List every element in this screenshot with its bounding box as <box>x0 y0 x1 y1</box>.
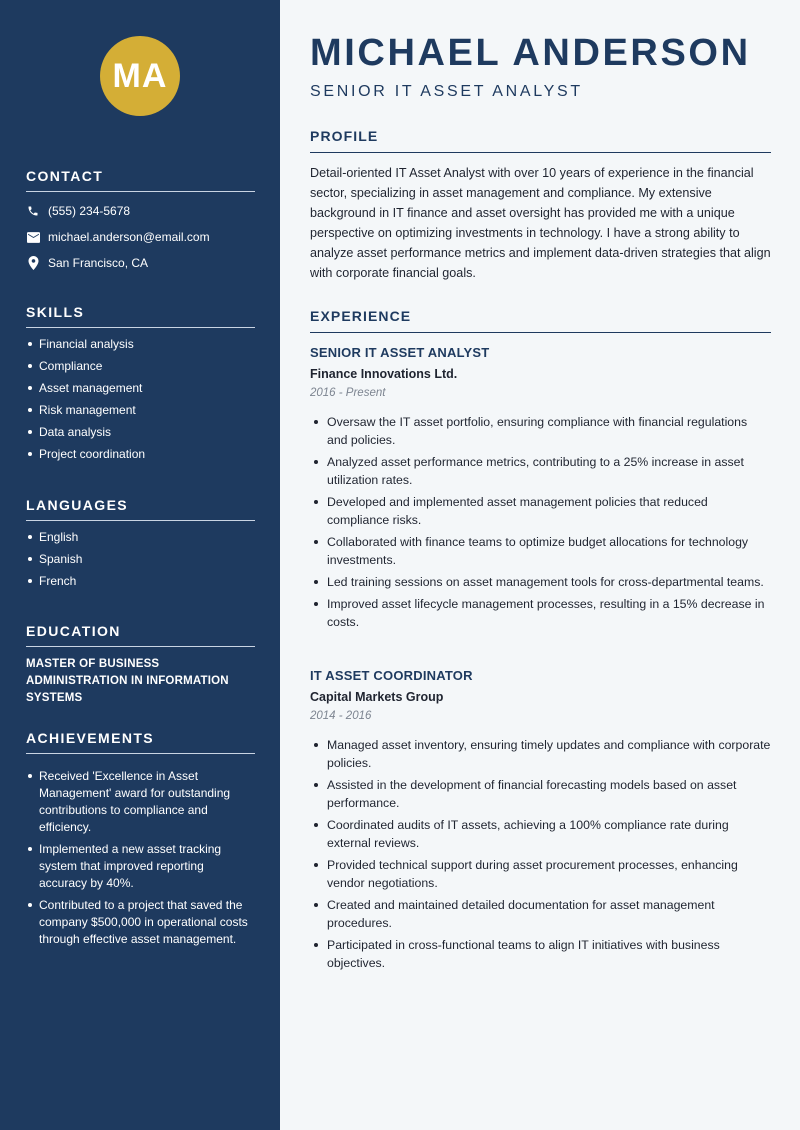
language-item: Spanish <box>26 551 255 567</box>
job-entry <box>310 668 771 976</box>
achievement-item: Contributed to a project that saved the company $500,000 in operational costs through effective asset management. <box>26 897 255 948</box>
job-bullets <box>310 736 771 972</box>
job-bullet: Participated in cross-functional teams to align IT initiatives with business objectives. <box>310 936 771 972</box>
skill-item: Asset management <box>26 380 255 396</box>
job-bullets <box>310 413 771 631</box>
job-title: SENIOR IT ASSET ANALYST <box>310 345 490 360</box>
contact-phone <box>26 198 255 224</box>
phone-icon <box>26 204 40 218</box>
job-dates: 2016 - Present <box>310 387 386 399</box>
sidebar <box>0 0 280 1130</box>
job-bullet: Oversaw the IT asset portfolio, ensuring compliance with financial regulations and policies. <box>310 413 771 449</box>
profile-heading: PROFILE <box>310 128 771 153</box>
job-bullet: Developed and implemented asset management policies that reduced compliance risks. <box>310 493 771 529</box>
education-heading: EDUCATION <box>26 623 255 647</box>
job-title: IT ASSET COORDINATOR <box>310 668 473 683</box>
job-entry <box>310 345 771 635</box>
job-bullet: Analyzed asset performance metrics, contributing to a 25% increase in asset utilization rates. <box>310 453 771 489</box>
education-section <box>26 623 255 707</box>
phone-text: (555) 234-5678 <box>48 204 131 218</box>
skill-item: Data analysis <box>26 424 255 440</box>
language-item: French <box>26 573 255 589</box>
email-icon <box>26 230 40 244</box>
achievement-item: Implemented a new asset tracking system that improved reporting accuracy by 40%. <box>26 841 255 892</box>
candidate-name: MICHAEL ANDERSON <box>310 32 751 74</box>
languages-list <box>26 529 255 589</box>
location-pin-icon <box>26 256 40 270</box>
experience-heading: EXPERIENCE <box>310 308 771 333</box>
job-company: Capital Markets Group <box>310 690 444 704</box>
skill-item: Compliance <box>26 358 255 374</box>
contact-heading: CONTACT <box>26 168 255 192</box>
language-item: English <box>26 529 255 545</box>
job-bullet: Managed asset inventory, ensuring timely updates and compliance with corporate policies. <box>310 736 771 772</box>
avatar: MA <box>100 36 180 116</box>
skill-item: Project coordination <box>26 446 255 462</box>
job-bullet: Provided technical support during asset procurement processes, enhancing vendor negotiations. <box>310 856 771 892</box>
profile-text: Detail-oriented IT Asset Analyst with over 10 years of experience in the financial sector, specializing in asset management and compliance. My extensive background in IT finance and asset oversight has provided me with a unique perspective on optimizing investments in technology. I have a strong ability to analyze asset performance metrics and implement data-driven strategies that align with corporate financial goals. <box>310 166 771 280</box>
job-bullet: Collaborated with finance teams to optimize budget allocations for technology investments. <box>310 533 771 569</box>
job-bullet: Assisted in the development of financial forecasting models based on asset performance. <box>310 776 771 812</box>
education-degree: MASTER OF BUSINESS ADMINISTRATION IN INFORMATION SYSTEMS <box>26 658 229 704</box>
location-text: San Francisco, CA <box>48 256 149 270</box>
skill-item: Financial analysis <box>26 336 255 352</box>
achievements-list <box>26 768 255 948</box>
candidate-title: SENIOR IT ASSET ANALYST <box>310 83 583 100</box>
achievements-heading: ACHIEVEMENTS <box>26 730 255 754</box>
skills-section <box>26 304 255 468</box>
contact-email <box>26 224 255 250</box>
achievements-section <box>26 730 255 953</box>
job-bullet: Coordinated audits of IT assets, achieving a 100% compliance rate during external reviews. <box>310 816 771 852</box>
skill-item: Risk management <box>26 402 255 418</box>
achievement-item: Received 'Excellence in Asset Management' award for outstanding contributions to compliance and efficiency. <box>26 768 255 836</box>
skills-list <box>26 336 255 462</box>
job-dates: 2014 - 2016 <box>310 710 372 722</box>
contact-section <box>26 168 255 276</box>
languages-section <box>26 497 255 595</box>
skills-heading: SKILLS <box>26 304 255 328</box>
contact-location <box>26 250 255 276</box>
job-bullet: Led training sessions on asset management tools for cross-departmental teams. <box>310 573 771 591</box>
job-company: Finance Innovations Ltd. <box>310 367 458 381</box>
languages-heading: LANGUAGES <box>26 497 255 521</box>
email-text: michael.anderson@email.com <box>48 230 210 244</box>
job-bullet: Created and maintained detailed documentation for asset management procedures. <box>310 896 771 932</box>
job-bullet: Improved asset lifecycle management processes, resulting in a 15% decrease in costs. <box>310 595 771 631</box>
